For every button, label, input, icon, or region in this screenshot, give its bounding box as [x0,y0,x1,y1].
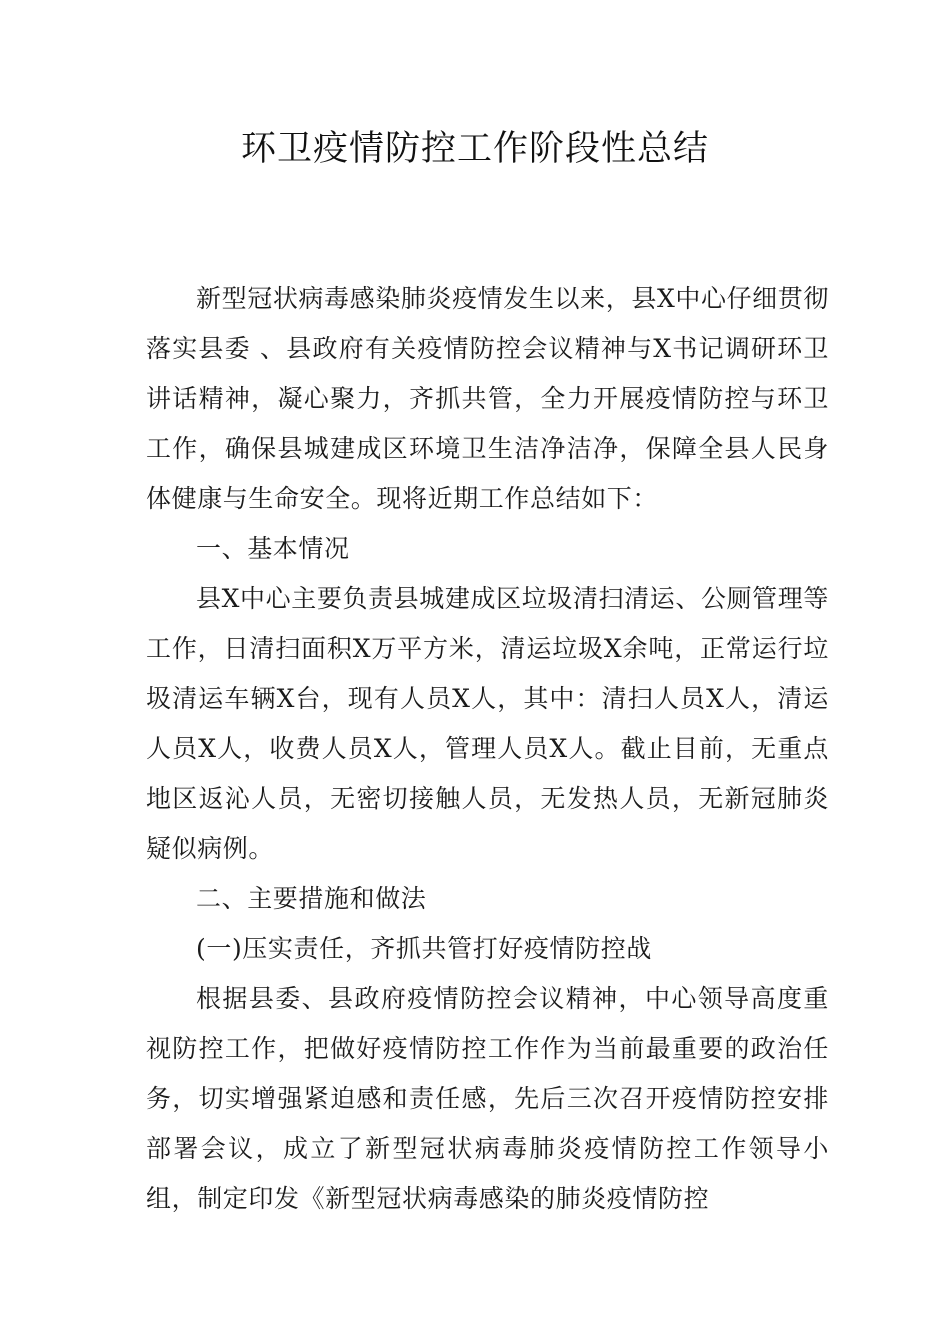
document-title: 环卫疫情防控工作阶段性总结 [240,129,709,169]
section-heading-basic-situation: 一、基本情况 [196,534,350,563]
section-heading-main-measures: 二、主要措施和做法 [196,884,427,913]
paragraph-basic-situation: 县X中心主要负责县城建成区垃圾清扫清运、公厕管理等工作，日清扫面积X万平方米，清运垃圾X余吨，正常运行垃圾清运车辆X台，现有人员X人，其中：清扫人员X人，清运人员X人，收费人员X人，管理人员X人。截止目前，无重点地区返沁人员，无密切接触人员，无发热人员，无新冠肺炎疑似病例。 [146,584,829,863]
paragraph-intro: 新型冠状病毒感染肺炎疫情发生以来，县X中心仔细贯彻落实县委 、县政府有关疫情防控会议精神与X书记调研环卫讲话精神，凝心聚力，齐抓共管，全力开展疫情防控与环卫工作，确保县城建成区环境卫生洁净洁净，保障全县人民身体健康与生命安全。现将近期工作总结如下： [146,284,829,513]
paragraph-responsibility: 根据县委、县政府疫情防控会议精神，中心领导高度重视防控工作，把做好疫情防控工作作为当前最重要的政治任务，切实增强紧迫感和责任感，先后三次召开疫情防控安排部署会议，成立了新型冠状病毒肺炎疫情防控工作领导小组，制定印发《新型冠状病毒感染的肺炎疫情防控 [146,984,829,1213]
document-body [146,274,829,1224]
subsection-heading-responsibility: (一)压实责任，齐抓共管打好疫情防控战 [196,934,652,963]
